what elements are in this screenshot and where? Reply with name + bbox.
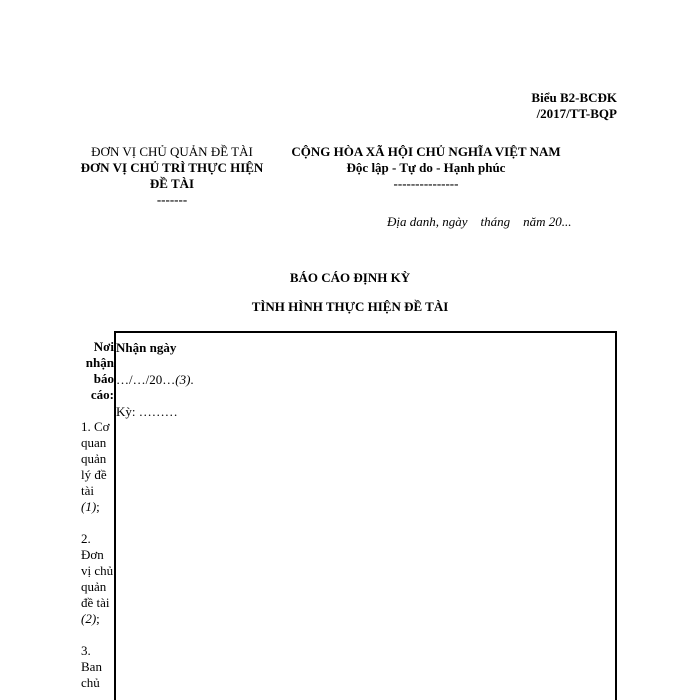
report-title: BÁO CÁO ĐỊNH KỲ — [289, 270, 411, 285]
managing-unit-label: ĐƠN VỊ CHỦ QUẢN ĐỀ TÀI — [91, 144, 253, 159]
receipt-label: Nhận ngày — [116, 340, 177, 355]
form-code-line2: /2017/TT-BQP — [536, 106, 617, 121]
national-title: CỘNG HÒA XÃ HỘI CHỦ NGHĨA VIỆT NAM — [291, 144, 561, 159]
recipients-heading: Nơi nhận báo cáo: — [85, 339, 114, 402]
recipient-item-1 — [81, 419, 114, 515]
receipt-period: Kỳ: ……… — [116, 404, 178, 419]
recipient-item-2-end: ; — [96, 611, 100, 626]
receipt-date-end: . — [190, 372, 194, 387]
national-motto: Độc lập - Tự do - Hạnh phúc — [346, 160, 506, 175]
recipient-item-2 — [81, 531, 114, 627]
right-header-divider: --------------- — [393, 176, 459, 191]
recipient-item-1-end: ; — [96, 499, 100, 514]
implementing-unit-label: ĐƠN VỊ CHỦ TRÌ THỰC HIỆN ĐỀ TÀI — [80, 160, 264, 191]
recipient-item-1-ref: (1) — [81, 499, 97, 514]
left-header — [72, 144, 272, 208]
place-date: Địa danh, ngày tháng năm 20... — [387, 214, 572, 229]
recipient-item-2-text: 2. Đơn vị chủ quản đề tài — [81, 531, 114, 610]
right-header — [278, 144, 574, 192]
recipient-item-3: 3. Ban chủ — [81, 643, 102, 690]
report-subtitle: TÌNH HÌNH THỰC HIỆN ĐỀ TÀI — [251, 299, 449, 314]
recipient-item-2-ref: (2) — [81, 611, 97, 626]
receipt-date — [116, 372, 194, 388]
receipt-date-ref: (3) — [175, 372, 191, 387]
left-header-divider: ------- — [156, 192, 188, 207]
recipient-item-1-text: 1. Cơ quan quản lý đề tài — [81, 419, 110, 498]
recipients-column — [81, 339, 114, 700]
receipt-date-prefix: …/…/20… — [116, 372, 176, 387]
form-code-line1: Biểu B2-BCĐK — [531, 90, 617, 105]
form-code — [531, 90, 617, 122]
